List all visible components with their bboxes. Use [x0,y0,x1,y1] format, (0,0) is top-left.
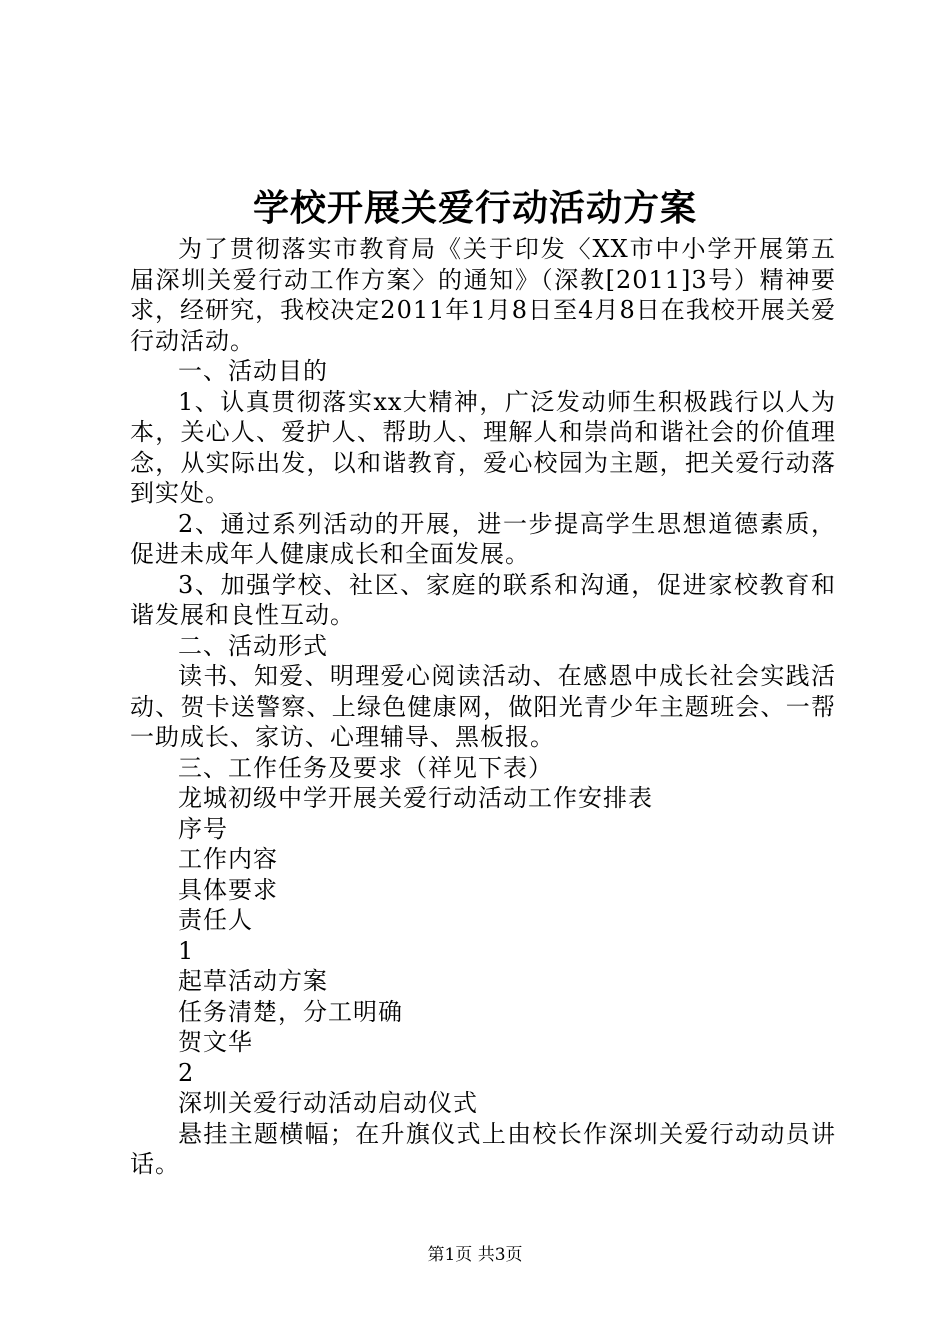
table-header-content: 工作内容 [178,845,278,873]
purpose-item-1: 1、认真贯彻落实xx大精神，广泛发动师生积极践行以人为本，关心人、爱护人、帮助人、理解人和崇尚和谐社会的价值理念，从实际出发，以和谐教育，爱心校园为主题，把关爱行动落到实处。 [130,387,836,507]
table-cell: 起草活动方案 [178,967,328,995]
table-cell: 任务清楚，分工明确 [178,997,403,1026]
purpose-item-3: 3、加强学校、社区、家庭的联系和沟通，促进家校教育和谐发展和良性互动。 [130,570,836,629]
table-cell: 深圳关爱行动活动启动仪式 [178,1089,478,1117]
table-header-person: 责任人 [178,906,253,934]
purpose-item-2: 2、通过系列活动的开展，进一步提高学生思想道德素质，促进未成年人健康成长和全面发展。 [130,509,836,568]
section-heading-form: 二、活动形式 [178,631,328,660]
form-paragraph: 读书、知爱、明理爱心阅读活动、在感恩中成长社会实践活动、贺卡送警察、上绿色健康网，做阳光青少年主题班会、一帮一助成长、家访、心理辅导、黑板报。 [130,662,836,751]
document-title: 学校开展关爱行动活动方案 [252,187,697,229]
section-heading-purpose: 一、活动目的 [178,357,328,385]
table-cell: 悬挂主题横幅；在升旗仪式上由校长作深圳关爱行动动员讲话。 [130,1119,836,1178]
table-cell: 1 [178,936,195,965]
intro-paragraph: 为了贯彻落实市教育局《关于印发〈XX市中小学开展第五届深圳关爱行动工作方案〉的通知》（深教[2011]3号）精神要求，经研究，我校决定2011年1月8日至4月8日在我校开展关爱行动活动。 [130,235,836,355]
page-footer: 第1页 共3页 [427,1245,523,1265]
document-body [130,234,836,1180]
table-header-requirements: 具体要求 [178,875,278,904]
table-cell: 2 [178,1058,195,1087]
table-title: 龙城初级中学开展关爱行动活动工作安排表 [178,784,653,812]
table-header-number: 序号 [178,814,228,843]
section-heading-tasks: 三、工作任务及要求（祥见下表） [178,753,553,782]
table-cell: 贺文华 [178,1028,253,1056]
